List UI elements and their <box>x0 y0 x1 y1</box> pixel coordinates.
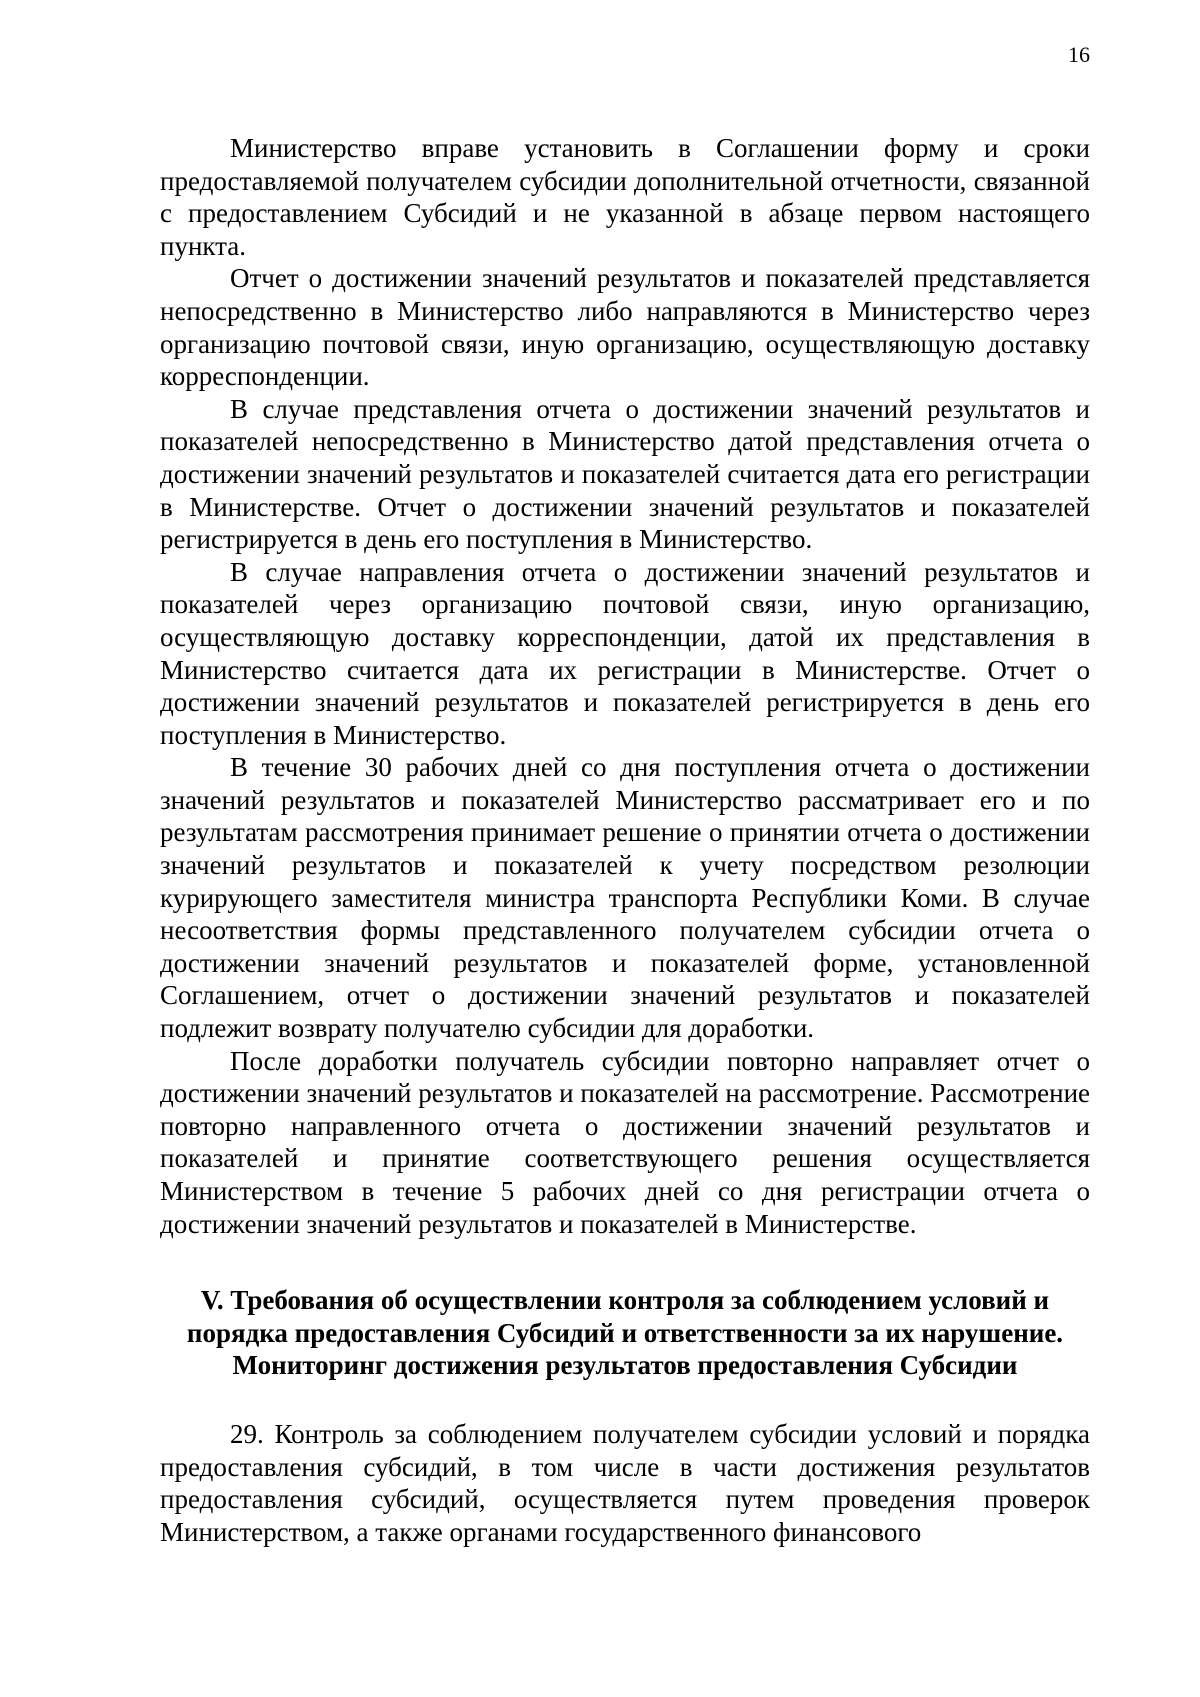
paragraph-control-29: 29. Контроль за соблюдением получателем субсидии условий и порядка предоставления субсидий, в том числе в части достижения результатов предоставления субсидий, осуществляется путем проведения проверок Министерством, а также органами государственного финансового <box>160 1418 1090 1547</box>
section-heading-line: V. Требования об осуществлении контроля за соблюдением условий и <box>200 1285 1050 1316</box>
paragraph-review-period: В течение 30 рабочих дней со дня поступления отчета о достижении значений результатов и показателей Министерство рассматривает его и по результатам рассмотрения принимает решение о принятии отчета о достижении значений результатов и показателей к учету посредством резолюции курирующего заместителя министра транспорта Республики Коми. В случае несоответствия формы представленного получателем субсидии отчета о достижении значений результатов и показателей форме, установленной Соглашением, отчет о достижении значений результатов и показателей подлежит возврату получателю субсидии для доработки. <box>160 752 1090 1044</box>
section-heading <box>160 1284 1090 1382</box>
section-heading-line: порядка предоставления Субсидий и ответственности за их нарушение. <box>186 1317 1064 1348</box>
section-heading-line: Мониторинг достижения результатов предоставления Субсидии <box>232 1350 1018 1381</box>
paragraph-postal-submission: В случае направления отчета о достижении значений результатов и показателей через организацию почтовой связи, иную организацию, осуществляющую доставку корреспонденции, датой их представления в Министерство считается дата их регистрации в Министерстве. Отчет о достижении значений результатов и показателей регистрируется в день его поступления в Министерство. <box>160 556 1090 750</box>
paragraph-additional-reporting: Министерство вправе установить в Соглашении форму и сроки предоставляемой получателем субсидии дополнительной отчетности, связанной с предоставлением Субсидий и не указанной в абзаце первом настоящего пункта. <box>160 133 1090 261</box>
paragraph-direct-submission: В случае представления отчета о достижении значений результатов и показателей непосредственно в Министерство датой представления отчета о достижении значений результатов и показателей считается дата его регистрации в Министерстве. Отчет о достижении значений результатов и показателей регистрируется в день его поступления в Министерство. <box>160 393 1090 555</box>
page-number: 16 <box>1068 42 1090 67</box>
paragraph-report-submission: Отчет о достижении значений результатов и показателей представляется непосредственно в Министерство либо направляются в Министерство через организацию почтовой связи, иную организацию, осуществляющую доставку корреспонденции. <box>160 263 1090 392</box>
paragraph-resubmission: После доработки получатель субсидии повторно направляет отчет о достижении значений результатов и показателей на рассмотрение. Рассмотрение повторно направленного отчета о достижении значений результатов и показателей и принятие соответствующего решения осуществляется Министерством в течение 5 рабочих дней со дня регистрации отчета о достижении значений результатов и показателей в Министерстве. <box>160 1045 1090 1239</box>
document-body <box>160 132 1090 1548</box>
